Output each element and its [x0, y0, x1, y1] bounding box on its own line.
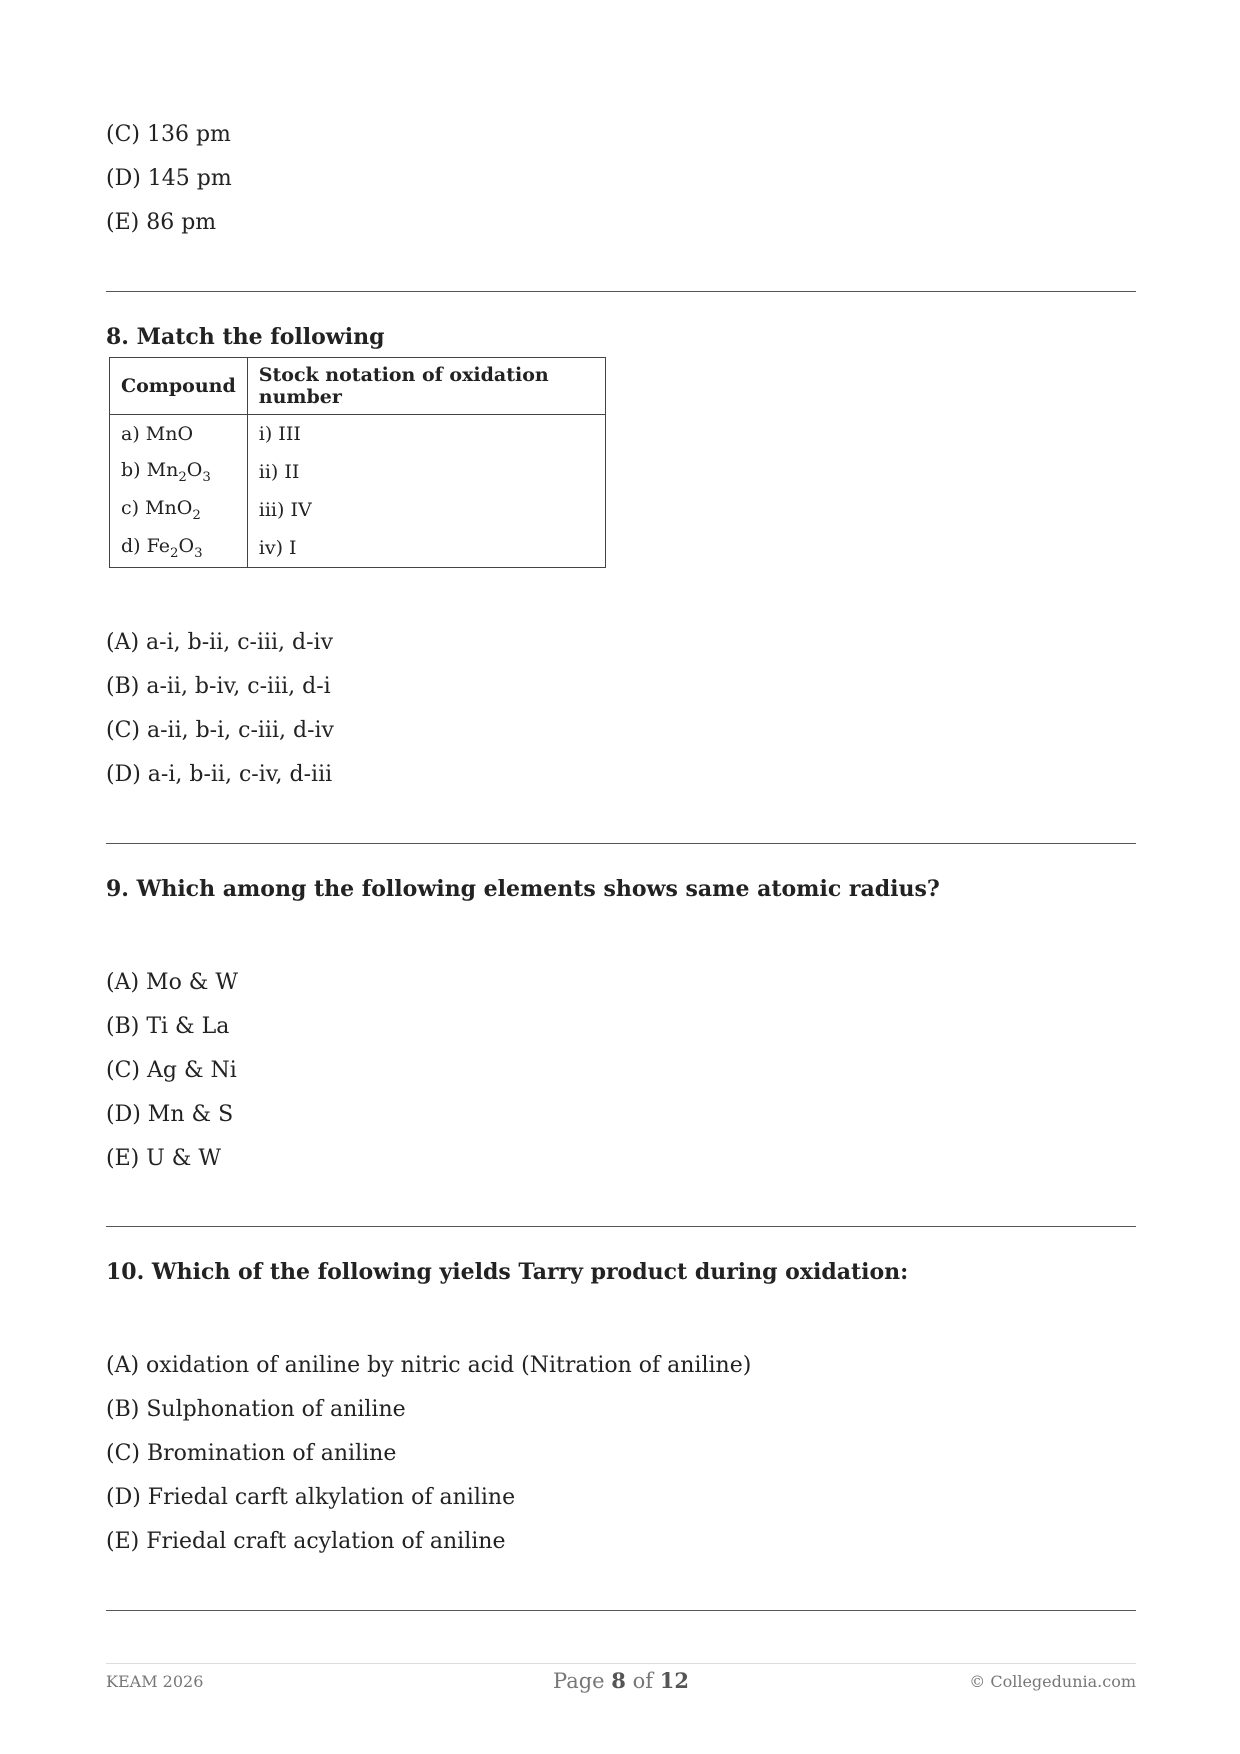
q8-option-c: (C) a-ii, b-i, c-iii, d-iv	[106, 718, 334, 743]
q9-title: 9. Which among the following elements shows same atomic radius?	[106, 876, 940, 902]
q9-option-d: (D) Mn & S	[106, 1102, 234, 1127]
footer-divider	[106, 1663, 1136, 1664]
q8-option-a: (A) a-i, b-ii, c-iii, d-iv	[106, 630, 334, 655]
q8-option-b: (B) a-ii, b-iv, c-iii, d-i	[106, 674, 331, 699]
section-divider	[106, 843, 1136, 844]
table-row	[110, 529, 606, 568]
notation-cell: ii) II	[247, 453, 605, 491]
section-divider	[106, 1226, 1136, 1227]
q10-option-c: (C) Bromination of aniline	[106, 1441, 397, 1466]
q10-option-a: (A) oxidation of aniline by nitric acid (Nitration of aniline)	[106, 1353, 752, 1378]
section-divider	[106, 291, 1136, 292]
match-table	[109, 357, 606, 568]
compound-cell: d) $Fe_2O_3$	[110, 529, 248, 568]
notation-cell: iii) IV	[247, 491, 605, 529]
q8-option-d: (D) a-i, b-ii, c-iv, d-iii	[106, 762, 333, 787]
notation-cell: iv) I	[247, 529, 605, 568]
q9-option-e: (E) U & W	[106, 1146, 221, 1171]
q10-option-d: (D) Friedal carft alkylation of aniline	[106, 1485, 516, 1510]
table-row	[110, 415, 606, 454]
q10-option-e: (E) Friedal craft acylation of aniline	[106, 1529, 506, 1554]
q7-option-d: (D) 145 pm	[106, 166, 232, 191]
q10-title: 10. Which of the following yields Tarry product during oxidation:	[106, 1259, 909, 1285]
table-row	[110, 491, 606, 529]
q10-option-b: (B) Sulphonation of aniline	[106, 1397, 406, 1422]
table-header-notation: Stock notation of oxidation number	[247, 358, 605, 415]
compound-cell: b) $Mn_2O_3$	[110, 453, 248, 491]
q7-option-c: (C) 136 pm	[106, 122, 231, 147]
compound-cell: c) MnO$_2$	[110, 491, 248, 529]
q9-option-a: (A) Mo & W	[106, 970, 238, 995]
section-divider	[106, 1610, 1136, 1611]
footer-page-number: Page 8 of 12	[553, 1668, 689, 1693]
q8-title: 8. Match the following	[106, 324, 385, 350]
compound-cell: a) MnO	[110, 415, 248, 454]
q7-option-e: (E) 86 pm	[106, 210, 217, 235]
notation-cell: i) III	[247, 415, 605, 454]
table-header-row	[110, 358, 606, 415]
footer-exam-name: KEAM 2026	[106, 1672, 204, 1691]
q9-option-b: (B) Ti & La	[106, 1014, 230, 1039]
table-row	[110, 453, 606, 491]
table-header-compound: Compound	[110, 358, 248, 415]
footer-copyright: © Collegedunia.com	[969, 1672, 1136, 1691]
q9-option-c: (C) Ag & Ni	[106, 1058, 237, 1083]
